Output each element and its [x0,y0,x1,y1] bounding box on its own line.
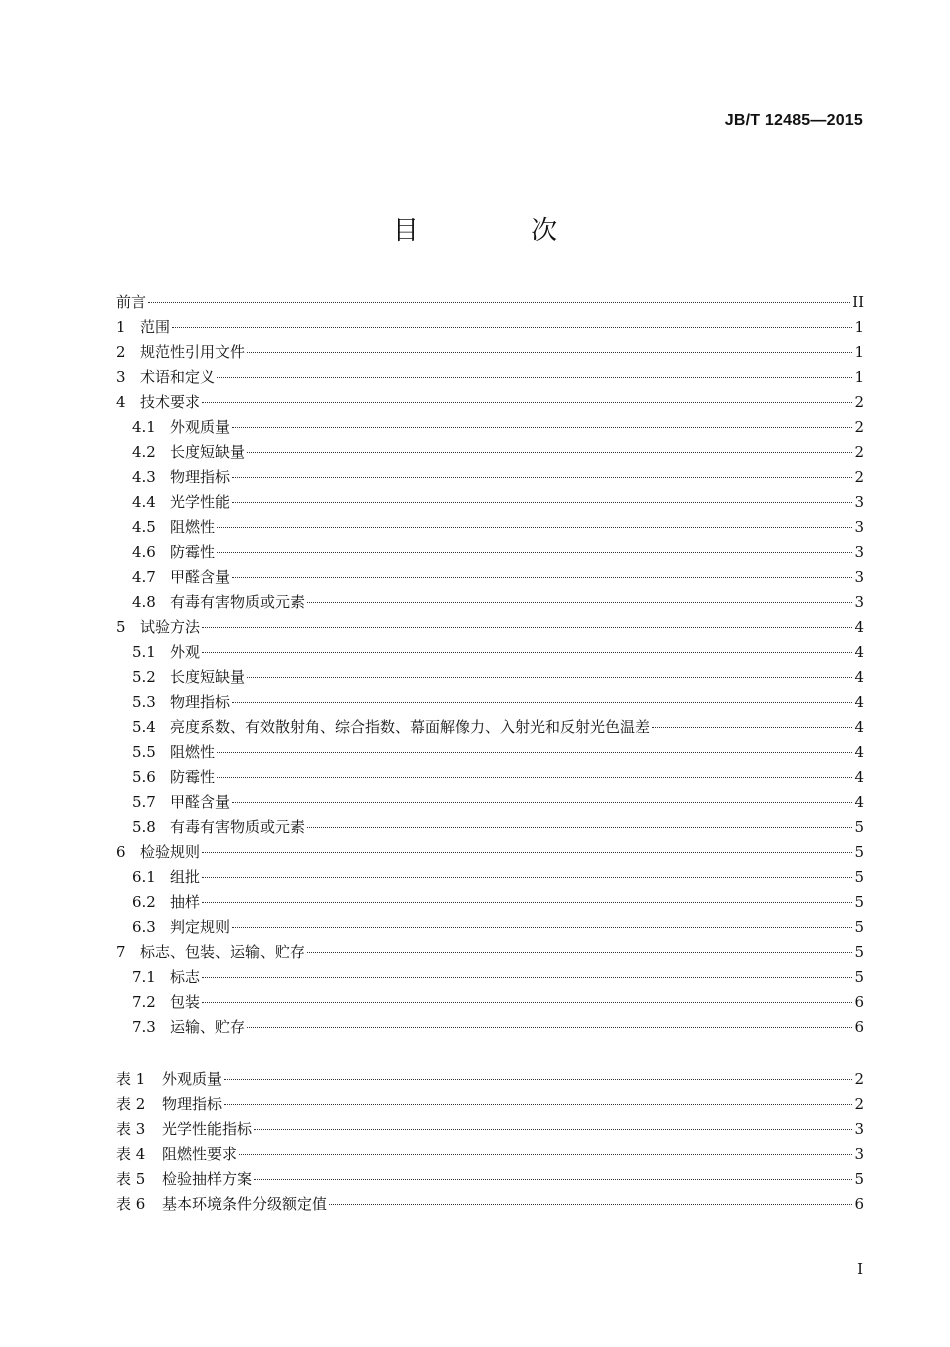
leader-dots [232,700,852,703]
toc-entry-number: 5.6 [132,768,156,786]
toc-entry-page: 6 [854,1018,864,1036]
toc-entry-page: 3 [854,593,864,611]
page-title: 目 次 [392,216,610,246]
leader-dots [232,500,852,503]
toc-entry-page: II [852,293,864,311]
toc-entry-page: 5 [854,943,864,961]
toc-entry[interactable] [116,390,864,415]
toc-subentry[interactable] [116,490,864,515]
toc-entry-page: 2 [854,393,864,411]
toc-entry-page: 3 [854,518,864,536]
toc-entry-label: 阻燃性 [170,743,216,761]
toc-entry-label: 长度短缺量 [170,443,246,461]
toc-subentry[interactable] [116,540,864,565]
leader-dots [172,325,852,328]
toc-entry-page: 4 [854,718,864,736]
toc-entry-page: 2 [854,418,864,436]
toc-entry-page: 1 [854,343,864,361]
leader-dots [329,1202,852,1205]
section-spacer [116,1040,864,1067]
toc-entry-number: 4.6 [132,543,156,561]
table-title: 物理指标 [162,1095,223,1113]
toc-entry-number: 5 [116,618,126,636]
toc-entry-number: 5.8 [132,818,156,836]
toc-subentry[interactable] [116,765,864,790]
leader-dots [247,350,852,353]
toc-entry-label: 外观 [170,643,201,661]
toc-subentry[interactable] [116,640,864,665]
toc-entry-number: 3 [116,368,126,386]
toc-entry-page: 6 [854,993,864,1011]
toc-subentry[interactable] [116,990,864,1015]
toc-entry-page: 4 [854,618,864,636]
toc-entry-foreword[interactable] [116,290,864,315]
toc-entry-number: 6.3 [132,918,156,936]
toc-entry-label: 防霉性 [170,543,216,561]
leader-dots [217,750,852,753]
toc-entry-number: 6 [116,843,126,861]
leader-dots [247,450,852,453]
toc-subentry[interactable] [116,890,864,915]
leader-dots [217,525,852,528]
toc-entry-page: 3 [854,568,864,586]
table-list-entry[interactable] [116,1167,864,1192]
toc-entry[interactable] [116,315,864,340]
leader-dots [202,625,852,628]
toc-entry-number: 7.3 [132,1018,156,1036]
toc-entry-label: 运输、贮存 [170,1018,246,1036]
leader-dots [254,1177,852,1180]
toc-entry-number: 4.2 [132,443,156,461]
toc-entry-number: 4.7 [132,568,156,586]
table-title: 外观质量 [162,1070,223,1088]
leader-dots [217,550,852,553]
leader-dots [202,1000,852,1003]
table-page: 6 [854,1195,864,1213]
table-page: 3 [854,1145,864,1163]
toc-entry-page: 5 [854,818,864,836]
toc-entry-number: 1 [116,318,126,336]
toc-entry-page: 3 [854,493,864,511]
leader-dots [232,800,852,803]
leader-dots [307,600,852,603]
toc-entry-number: 5.5 [132,743,156,761]
leader-dots [217,375,852,378]
toc-entry-label: 防霉性 [170,768,216,786]
toc-entry-label: 术语和定义 [140,368,216,386]
table-list-entry[interactable] [116,1092,864,1117]
leader-dots [232,925,852,928]
table-number: 表 6 [116,1195,146,1213]
table-list-entry[interactable] [116,1117,864,1142]
table-of-contents [116,290,864,1217]
toc-entry-label: 标志 [170,968,201,986]
leader-dots [202,900,852,903]
toc-subentry[interactable] [116,690,864,715]
toc-entry-label: 标志、包装、运输、贮存 [140,943,306,961]
toc-entry-number: 4.1 [132,418,156,436]
leader-dots [247,1025,852,1028]
toc-entry-label: 物理指标 [170,468,231,486]
leader-dots [217,775,852,778]
toc-entry-label: 组批 [170,868,201,886]
table-list-entry[interactable] [116,1192,864,1217]
table-page: 5 [854,1170,864,1188]
toc-entry-label: 外观质量 [170,418,231,436]
leader-dots [202,400,852,403]
toc-subentry[interactable] [116,465,864,490]
toc-entry-number: 4.8 [132,593,156,611]
table-title: 阻燃性要求 [162,1145,238,1163]
toc-entry-label: 判定规则 [170,918,231,936]
leader-dots [202,975,852,978]
toc-subentry[interactable] [116,1015,864,1040]
toc-entry[interactable] [116,340,864,365]
toc-entry-page: 1 [854,368,864,386]
leader-dots [224,1102,852,1105]
toc-subentry[interactable] [116,715,864,740]
leader-dots [307,825,852,828]
leader-dots [254,1127,852,1130]
table-page: 2 [854,1095,864,1113]
toc-entry-page: 4 [854,793,864,811]
toc-entry-page: 2 [854,443,864,461]
table-number: 表 5 [116,1170,146,1188]
table-page: 3 [854,1120,864,1138]
toc-subentry[interactable] [116,865,864,890]
toc-entry-number: 4.3 [132,468,156,486]
toc-entry-label: 包装 [170,993,201,1011]
table-list-entry[interactable] [116,1067,864,1092]
toc-entry-page: 4 [854,693,864,711]
toc-subentry[interactable] [116,565,864,590]
leader-dots [232,475,852,478]
toc-subentry[interactable] [116,665,864,690]
toc-entry-label: 亮度系数、有效散射角、综合指数、幕面解像力、入射光和反射光色温差 [170,718,651,736]
toc-entry-number: 7.1 [132,968,156,986]
table-number: 表 4 [116,1145,146,1163]
toc-entry-number: 5.7 [132,793,156,811]
toc-entry-page: 5 [854,968,864,986]
toc-entry-number: 4 [116,393,126,411]
toc-entry-label: 有毒有害物质或元素 [170,593,306,611]
toc-entry[interactable] [116,840,864,865]
leader-dots [232,425,852,428]
leader-dots [239,1152,852,1155]
toc-entry[interactable] [116,365,864,390]
toc-entry-page: 1 [854,318,864,336]
toc-entry[interactable] [116,940,864,965]
toc-subentry[interactable] [116,915,864,940]
leader-dots [224,1077,852,1080]
leader-dots [202,850,852,853]
toc-subentry[interactable] [116,965,864,990]
leader-dots [202,650,852,653]
toc-entry-label: 光学性能 [170,493,231,511]
toc-entry-label: 阻燃性 [170,518,216,536]
toc-entry-page: 4 [854,668,864,686]
toc-entry-label: 规范性引用文件 [140,343,246,361]
leader-dots [148,300,850,303]
toc-subentry[interactable] [116,590,864,615]
toc-subentry[interactable] [116,515,864,540]
table-number: 表 2 [116,1095,146,1113]
toc-entry-number: 7.2 [132,993,156,1011]
toc-entry-label: 检验规则 [140,843,201,861]
table-title: 基本环境条件分级额定值 [162,1195,328,1213]
toc-entry-page: 4 [854,743,864,761]
toc-entry-number: 5.3 [132,693,156,711]
toc-entry-label: 前言 [116,293,147,311]
toc-entry-number: 4.5 [132,518,156,536]
toc-subentry[interactable] [116,440,864,465]
toc-entry-page: 2 [854,468,864,486]
page-number: I [857,1260,863,1278]
leader-dots [307,950,852,953]
toc-entry-number: 6.1 [132,868,156,886]
toc-entry-number: 5.1 [132,643,156,661]
table-list-entry[interactable] [116,1142,864,1167]
toc-entry-label: 试验方法 [140,618,201,636]
toc-entry-page: 5 [854,893,864,911]
toc-entry-number: 5.2 [132,668,156,686]
toc-subentry[interactable] [116,740,864,765]
toc-entry-number: 6.2 [132,893,156,911]
table-page: 2 [854,1070,864,1088]
toc-entry[interactable] [116,615,864,640]
toc-entry-label: 有毒有害物质或元素 [170,818,306,836]
toc-entry-label: 甲醛含量 [170,568,231,586]
toc-entry-page: 5 [854,843,864,861]
toc-entry-page: 4 [854,643,864,661]
toc-subentry[interactable] [116,815,864,840]
table-title: 光学性能指标 [162,1120,253,1138]
toc-entry-label: 物理指标 [170,693,231,711]
table-number: 表 1 [116,1070,146,1088]
toc-entry-page: 4 [854,768,864,786]
toc-entry-page: 5 [854,868,864,886]
toc-entry-page: 5 [854,918,864,936]
toc-entry-label: 范围 [140,318,171,336]
toc-subentry[interactable] [116,415,864,440]
leader-dots [232,575,852,578]
toc-entry-label: 技术要求 [140,393,201,411]
leader-dots [652,725,852,728]
leader-dots [247,675,852,678]
leader-dots [202,875,852,878]
standard-code: JB/T 12485—2015 [724,112,863,129]
table-title: 检验抽样方案 [162,1170,253,1188]
toc-entry-number: 2 [116,343,126,361]
toc-entry-number: 4.4 [132,493,156,511]
toc-subentry[interactable] [116,790,864,815]
table-number: 表 3 [116,1120,146,1138]
toc-entry-number: 5.4 [132,718,156,736]
toc-entry-number: 7 [116,943,126,961]
toc-entry-label: 甲醛含量 [170,793,231,811]
toc-entry-label: 抽样 [170,893,201,911]
toc-entry-page: 3 [854,543,864,561]
toc-entry-label: 长度短缺量 [170,668,246,686]
